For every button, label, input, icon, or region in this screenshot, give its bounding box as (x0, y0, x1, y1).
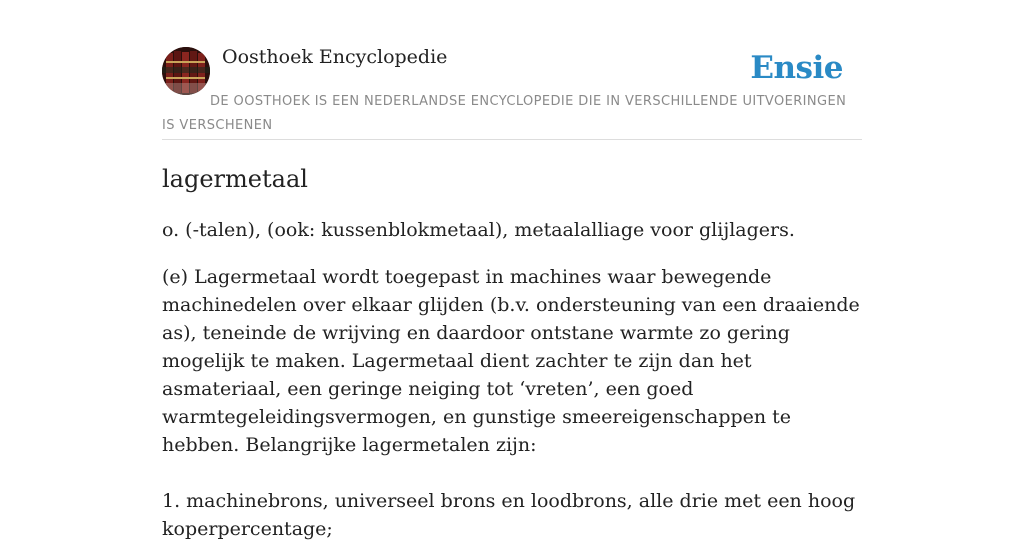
entry-term: lagermetaal (162, 165, 308, 193)
encyclopedia-books-icon (162, 47, 210, 95)
header-divider (162, 139, 862, 140)
entry-content (162, 160, 862, 543)
source-description: DE OOSTHOEK IS EEN NEDERLANDSE ENCYCLOPEDIE DIE IN VERSCHILLENDE UITVOERINGEN IS VERSCHENEN (162, 94, 847, 133)
source-avatar[interactable] (162, 47, 210, 95)
ensie-logo[interactable]: Ensie (750, 50, 843, 86)
source-title[interactable]: Oosthoek Encyclopedie (222, 46, 448, 68)
entry-body: (e) Lagermetaal wordt toegepast in machines waar bewegende machinedelen over elkaar glijden (b.v. ondersteuning van een draaiende as), teneinde de wrijving en daardoor ontstane warmte zo gering mogelijk te maken. Lagermetaal dient zachter te zijn dan het asmateriaal, een geringe neiging tot ‘vreten’, een goed warmtegeleidingsvermogen, en gunstige smeereigenschappen te hebben. Belangrijke lagermetalen zijn: 1. machinebrons, universeel brons en loodbrons, alle drie met een hoog koperpercentage; (162, 266, 860, 540)
entry-definition: o. (-talen), (ook: kussenblokmetaal), metaalalliage voor glijlagers. (162, 219, 795, 241)
source-header (162, 40, 862, 140)
